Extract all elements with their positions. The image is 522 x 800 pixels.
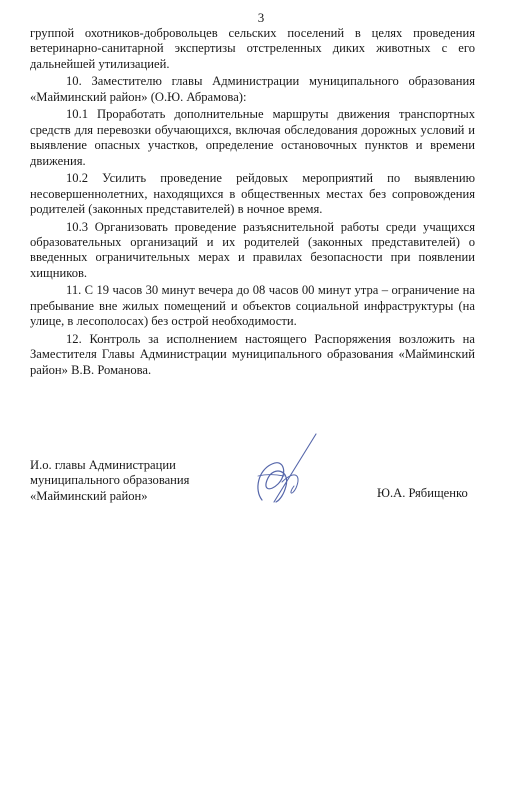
signatory-name: Ю.А. Рябищенко [377,486,468,500]
signatory-title-line-2: муниципального образования [30,473,190,488]
signatory-title-line-3: «Майминский район» [30,488,148,503]
paragraph-10: 10. Заместителю главы Администрации муниципального образования «Майминский район» (О.Ю. Абрамова): [30,74,475,104]
paragraph-11: 11. С 19 часов 30 минут вечера до 08 часов 00 минут утра – ограничение на пребывание вне жилых помещений и объектов социальной инфраструктуры (на улице, в лесополосах) без острой необходимости. [30,283,475,329]
signatory-title-line-1: И.о. главы Администрации [30,458,176,472]
paragraph-10-2: 10.2 Усилить проведение рейдовых мероприятий по выявлению несовершеннолетних, находящихся в общественных местах без сопровождения родителей (законных представителей) в ночное время. [30,171,475,217]
paragraph-continuation: группой охотников-добровольцев сельских поселений в целях проведения ветеринарно-санитарной экспертизы отстреленных диких животных с его дальнейшей утилизацией. [30,26,475,71]
paragraph-10-3: 10.3 Организовать проведение разъяснительной работы среди учащихся образовательных организаций и их родителей (законных представителей) о введенных ограничительных мерах и правилах безопасности при появлении хищников. [30,219,475,280]
signatory-title [30,458,250,504]
document-body [30,26,475,380]
handwritten-signature [244,430,344,516]
paragraph-12: 12. Контроль за исполнением настоящего Распоряжения возложить на Заместителя Главы Администрации муниципального образования «Майминский район» В.В. Романова. [30,331,475,377]
paragraph-10-1: 10.1 Проработать дополнительные маршруты движения транспортных средств для перевозки обучающихся, включая обследования дорожных условий и выявление опасных участков, определение остановочных пунктов и времени движения. [30,107,475,168]
page-number: 3 [257,10,265,25]
